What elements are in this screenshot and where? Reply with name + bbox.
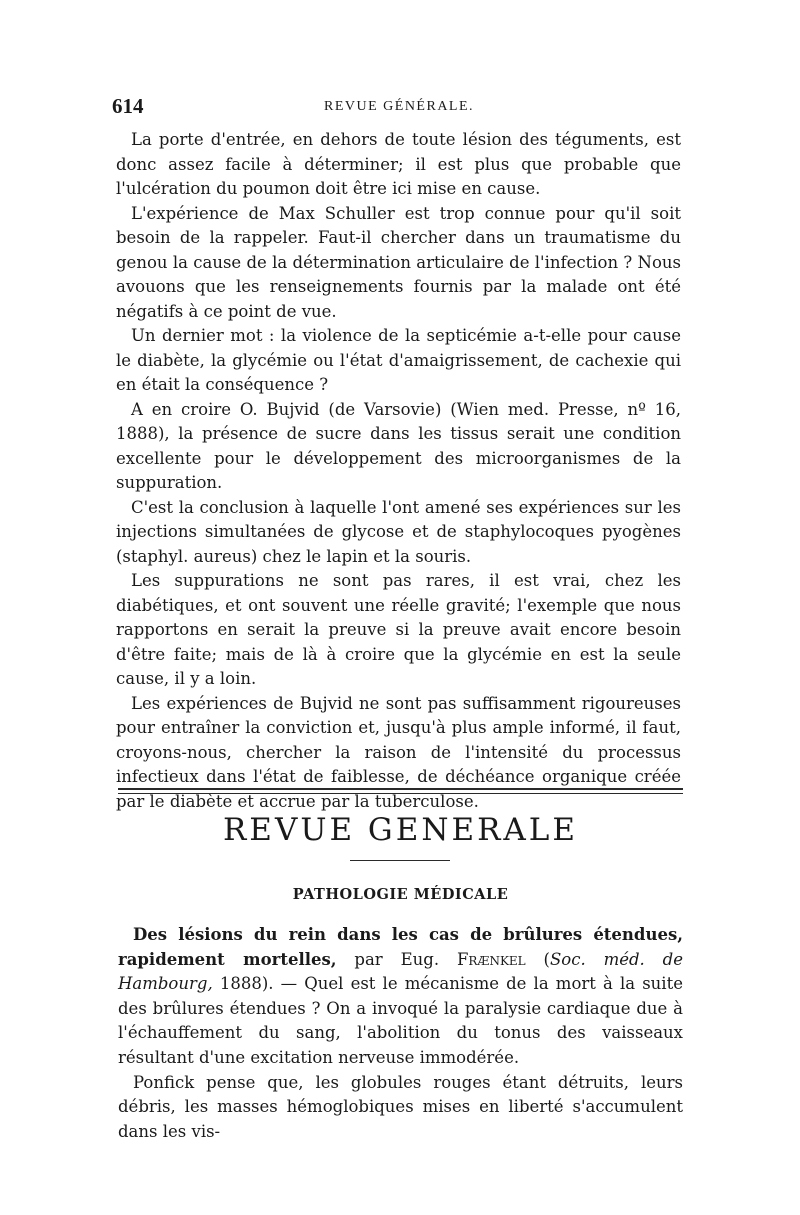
running-head: REVUE GÉNÉRALE. [324, 99, 475, 114]
body-text [116, 128, 681, 814]
article-paragraph-2: Ponfick pense que, les globules rouges étant détruits, leurs débris, les masses hémoglobiques mises en liberté s'accumulent dans les vis- [118, 1072, 683, 1141]
page-header [112, 94, 682, 118]
article-first-text: Quel est le mécanisme de la mort à la suite des brûlures étendues ? On a invoqué la paralysie cardiaque due à l'échauffement du sang, l'abolition du tonus des vaisseaux résultant d'une excitation nerveuse immodérée. [118, 974, 683, 1067]
paragraph-1: La porte d'entrée, en dehors de toute lésion des téguments, est donc assez facile à déterminer; il est plus que probable que l'ulcération du poumon doit être ici mise en cause. [116, 130, 681, 198]
article-source: Soc. méd. de Hambourg, [118, 949, 684, 994]
article-author: Frænkel [456, 949, 526, 969]
paragraph-3: Un dernier mot : la violence de la septicémie a-t-elle pour cause le diabète, la glycémie ou l'état d'amaigrissement, de cachexie qui en était la conséquence ? [116, 326, 681, 394]
author-prefix: par Eug. [336, 949, 457, 969]
title-underline [350, 860, 450, 861]
article-title: Des lésions du rein dans les cas de brûlures étendues, rapidement mortelles, [118, 925, 683, 969]
page-number: 614 [112, 94, 144, 118]
source-close: 1888). — [212, 974, 305, 994]
paragraph-5: C'est la conclusion à laquelle l'ont amené ses expériences sur les injections simultanées de glycose et de staphylocoques pyogènes (staphyl. aureus) chez le lapin et la souris. [116, 497, 681, 566]
section-divider-bottom [118, 793, 683, 794]
section-title: REVUE GENERALE [222, 812, 579, 848]
article-paragraph-1 [118, 923, 683, 1071]
paragraph-2: L'expérience de Max Schuller est trop connue pour qu'il soit besoin de la rappeler. Faut-il chercher dans un traumatisme du genou la cause de la détermination articulaire de l'infection ? Nous avouons que les renseignements fournis par la malade ont été négatifs à ce point de vue. [116, 203, 681, 321]
paragraph-4: A en croire O. Bujvid (de Varsovie) (Wien med. Presse, nº 16, 1888), la présence de sucre dans les tissus serait une condition excellente pour le développement des microorganismes de la suppuration. [116, 399, 681, 492]
subsection-title: PATHOLOGIE MÉDICALE [292, 886, 509, 903]
paragraph-7: Les expériences de Bujvid ne sont pas suffisamment rigoureuses pour entraîner la conviction et, jusqu'à plus ample informé, il faut, croyons-nous, chercher la raison de l'intensité du processus infectieux dans l'état de faiblesse, de déchéance organique créée par le diabète et accrue par la tuberculose. [116, 693, 681, 811]
article [118, 923, 683, 1144]
section-divider-top [118, 788, 683, 790]
source-open: ( [525, 949, 550, 969]
paragraph-6: Les suppurations ne sont pas rares, il est vrai, chez les diabétiques, et ont souvent une réelle gravité; l'exemple que nous rapportons en serait la preuve si la preuve avait encore besoin d'être faite; mais de là à croire que la glycémie en est la seule cause, il y a loin. [116, 571, 681, 688]
